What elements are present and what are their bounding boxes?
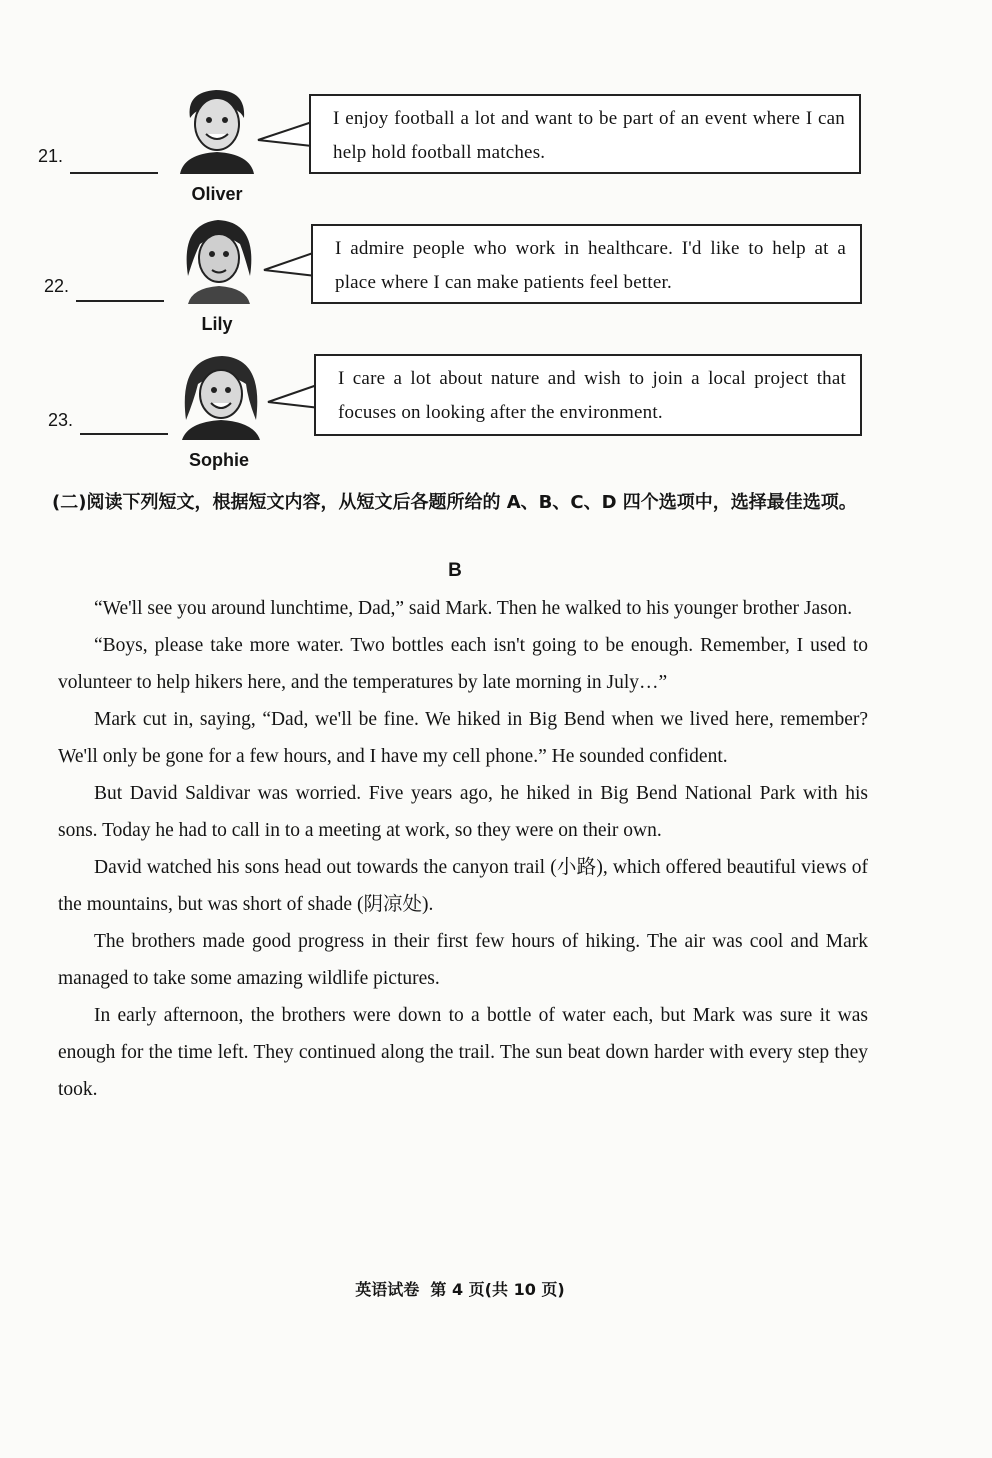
sophie-avatar-icon bbox=[176, 350, 266, 440]
answer-blank[interactable] bbox=[80, 433, 168, 435]
oliver-avatar-icon bbox=[172, 84, 262, 174]
passage-paragraph: The brothers made good progress in their first few hours of hiking. The air was cool and Mark managed to take some amazing wildlife pictures. bbox=[58, 931, 868, 989]
passage-paragraph: In early afternoon, the brothers were down to a bottle of water each, but Mark was sure it was enough for the time left. They continued along the trail. The sun beat down harder with every step they took. bbox=[58, 1005, 868, 1100]
speech-tail-icon bbox=[256, 118, 314, 158]
passage-paragraph: “We'll see you around lunchtime, Dad,” said Mark. Then he walked to his younger brother Jason. bbox=[94, 598, 853, 619]
question-number: 21. bbox=[38, 146, 64, 166]
question-number: 22. bbox=[44, 276, 70, 296]
passage-label: B bbox=[448, 560, 462, 581]
speech-bubble: I care a lot about nature and wish to join a local project that focuses on looking after the environment. bbox=[314, 354, 862, 436]
question-number: 23. bbox=[48, 410, 74, 430]
answer-blank[interactable] bbox=[76, 300, 164, 302]
passage-paragraph: “Boys, please take more water. Two bottles each isn't going to be enough. Remember, I used to volunteer to help hikers here, and the temperatures by late morning in July…” bbox=[58, 635, 868, 693]
passage-paragraph: But David Saldivar was worried. Five years ago, he hiked in Big Bend National Park with his sons. Today he had to call in to a meeting at work, so they were on their own. bbox=[58, 783, 868, 841]
passage-paragraph: David watched his sons head out towards the canyon trail (小路), which offered beautiful views of the mountains, but was short of shade (阴凉处). bbox=[58, 857, 868, 915]
answer-blank[interactable] bbox=[70, 172, 158, 174]
lily-avatar-icon bbox=[174, 214, 264, 304]
reading-passage bbox=[58, 590, 868, 1108]
person-name: Sophie bbox=[188, 450, 249, 470]
page-footer: 英语试卷 第 4 页(共 10 页) bbox=[355, 1280, 565, 1299]
person-name: Lily bbox=[201, 314, 233, 334]
speech-bubble: I enjoy football a lot and want to be part of an event where I can help hold football matches. bbox=[309, 94, 861, 174]
speech-tail-icon bbox=[262, 248, 318, 288]
section-instruction: (二)阅读下列短文，根据短文内容，从短文后各题所给的 A、B、C、D 四个选项中，选择最佳选项。 bbox=[52, 492, 857, 513]
person-name: Oliver bbox=[191, 184, 243, 204]
passage-paragraph: Mark cut in, saying, “Dad, we'll be fine. We hiked in Big Bend when we lived here, remember? We'll only be gone for a few hours, and I have my cell phone.” He sounded confident. bbox=[58, 709, 868, 767]
speech-bubble: I admire people who work in healthcare. I'd like to help at a place where I can make patients feel better. bbox=[311, 224, 862, 304]
